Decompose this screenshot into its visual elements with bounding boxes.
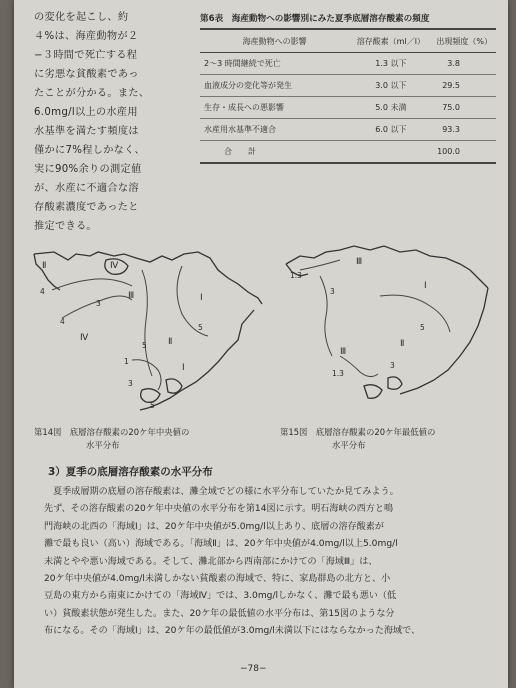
contour-label: 5 bbox=[198, 323, 203, 332]
contour-label: 5 bbox=[420, 323, 425, 332]
figure-caption bbox=[34, 426, 189, 452]
caption-line: 水平分布 bbox=[86, 440, 120, 450]
coastline bbox=[286, 246, 488, 288]
table-cell: 水産用水基準不適合 bbox=[200, 119, 349, 141]
caption-line: 水平分布 bbox=[332, 440, 366, 450]
contour-label: 3 bbox=[390, 361, 395, 370]
text-line: 20ケ年中央値が4.0mg/l未満しかない貧酸素の海域で、特に、家島群島の北方と、小 bbox=[44, 574, 391, 585]
table-cell: 合 計 bbox=[200, 141, 349, 164]
contour-label: 1.3 bbox=[290, 271, 302, 280]
document-page bbox=[14, 0, 508, 688]
section-title: 3）夏季の底層溶存酸素の水平分布 bbox=[48, 466, 213, 478]
text-line: たことが分かる。また、 bbox=[34, 88, 150, 99]
table-cell: 100.0 bbox=[432, 141, 496, 164]
zone-label: Ⅲ bbox=[128, 291, 135, 301]
table-cell: 75.0 bbox=[432, 97, 496, 119]
table-row bbox=[200, 75, 496, 97]
island bbox=[388, 377, 402, 389]
text-line: に劣悪な貧酸素であっ bbox=[34, 69, 139, 80]
text-line: 灘で最も良い（高い）海域である。「海域Ⅱ」は、20ケ年中央値が4.0mg/l以上5.0mg/l bbox=[44, 539, 398, 550]
contour-line bbox=[52, 279, 132, 290]
map-fig14 bbox=[32, 240, 264, 420]
table-cell: 5.0 未満 bbox=[349, 97, 432, 119]
text-line: 存酸素濃度であったと bbox=[34, 202, 139, 213]
text-line: 実に90%余りの測定値 bbox=[34, 164, 142, 175]
contour-label: 3 bbox=[330, 287, 335, 296]
zone-label: Ⅰ bbox=[182, 363, 185, 373]
table-row bbox=[200, 97, 496, 119]
text-line: 僅かに7%程しかなく、 bbox=[34, 145, 145, 156]
island bbox=[364, 385, 382, 399]
caption-line: 第15図 底層溶存酸素の20ケ年最低値の bbox=[280, 427, 436, 437]
left-column-text bbox=[34, 8, 184, 236]
text-line: 水基準を満たす頻度は bbox=[34, 126, 139, 137]
table-cell: 血液成分の変化等が発生 bbox=[200, 75, 349, 97]
zone-label: Ⅱ bbox=[42, 261, 47, 271]
island bbox=[166, 379, 182, 393]
zone-label: Ⅳ bbox=[110, 261, 119, 271]
table-cell bbox=[349, 141, 432, 164]
caption-line: 第14図 底層溶存酸素の20ケ年中央値の bbox=[34, 427, 190, 437]
table-total-row bbox=[200, 141, 496, 164]
contour-line bbox=[132, 360, 161, 390]
contour-line bbox=[380, 295, 450, 332]
column-header: 海産動物への影響 bbox=[200, 29, 349, 53]
text-line: ４%は、海産動物が２ bbox=[34, 31, 139, 42]
text-line: 推定できる。 bbox=[34, 221, 97, 232]
column-header: 出現頻度（%） bbox=[432, 29, 496, 53]
contour-label: 3 bbox=[96, 299, 101, 308]
contour-label: 5 bbox=[150, 401, 155, 410]
table-title: 第6表 海産動物への影響別にみた夏季底層溶存酸素の頻度 bbox=[200, 14, 430, 24]
table-cell: 生存・成長への悪影響 bbox=[200, 97, 349, 119]
zone-label: Ⅰ bbox=[200, 293, 203, 303]
zone-label: Ⅱ bbox=[168, 337, 173, 347]
table-cell: 2〜3 時間継続で死亡 bbox=[200, 53, 349, 75]
contour-label: 3 bbox=[128, 379, 133, 388]
text-line: 豆島の東方から南東にかけての「海域Ⅳ」では、3.0mg/lしかなく、灘で最も悪い（低 bbox=[44, 591, 397, 602]
zone-label: Ⅳ bbox=[80, 333, 89, 343]
oxygen-frequency-table bbox=[200, 28, 496, 164]
zone-label: Ⅲ bbox=[356, 257, 363, 267]
text-line: い）貧酸素状態が発生した。また、20ケ年の最低値の水平分布は、第15図のような分 bbox=[44, 608, 395, 619]
figure-caption bbox=[280, 426, 435, 452]
zone-label: Ⅲ bbox=[340, 347, 347, 357]
contour-line bbox=[300, 260, 340, 270]
column-header: 溶存酸素（ml／l） bbox=[349, 29, 432, 53]
text-line: の変化を起こし、約 bbox=[34, 12, 129, 23]
contour-label: 4 bbox=[60, 317, 65, 326]
text-line: 布になる。その「海域Ⅰ」は、20ケ年の最低値が3.0mg/l未満以下にはならなかった海域で、 bbox=[44, 626, 421, 637]
text-line: 門海峡の北西の「海域Ⅰ」は、20ケ年中央値が5.0mg/l以上あり、底層の溶存酸素が bbox=[44, 521, 384, 532]
text-line: −３時間で死亡する程 bbox=[34, 50, 138, 61]
coastline bbox=[140, 310, 254, 410]
page-number: −78− bbox=[240, 664, 267, 674]
table-cell: 3.8 bbox=[432, 53, 496, 75]
contour-line bbox=[340, 356, 378, 377]
text-line: 先ず、その溶存酸素の20ケ年中央値の水平分布を第14図に示す。明石海峡の西方と鳴 bbox=[44, 504, 394, 515]
table-cell: 6.0 以下 bbox=[349, 119, 432, 141]
table-header-row bbox=[200, 29, 496, 53]
table-cell: 3.0 以下 bbox=[349, 75, 432, 97]
text-line: 夏季成層期の底層の溶存酸素は、灘全域でどの様に水平分布していたか見てみよう。 bbox=[44, 487, 399, 497]
table-cell: 93.3 bbox=[432, 119, 496, 141]
table-row bbox=[200, 53, 496, 75]
table-row bbox=[200, 119, 496, 141]
contour-label: 4 bbox=[40, 287, 45, 296]
table-cell: 29.5 bbox=[432, 75, 496, 97]
text-line: が、水産に不適合な溶 bbox=[34, 183, 139, 194]
contour-line bbox=[177, 266, 208, 336]
body-text bbox=[44, 484, 486, 641]
map-fig15 bbox=[270, 236, 502, 420]
text-line: 未満とやや悪い海域である。そして、灘北部から西南部にかけての「海域Ⅲ」は、 bbox=[44, 556, 378, 567]
zone-label: Ⅰ bbox=[424, 281, 427, 291]
zone-label: Ⅱ bbox=[400, 339, 405, 349]
table-cell: 1.3 以下 bbox=[349, 53, 432, 75]
contour-label: 1.3 bbox=[332, 369, 344, 378]
coastline bbox=[34, 254, 60, 290]
coastline bbox=[400, 288, 488, 394]
contour-label: 5 bbox=[142, 341, 147, 350]
contour-label: 1 bbox=[124, 357, 129, 366]
text-line: 6.0mg/l以上の水産用 bbox=[34, 107, 138, 118]
